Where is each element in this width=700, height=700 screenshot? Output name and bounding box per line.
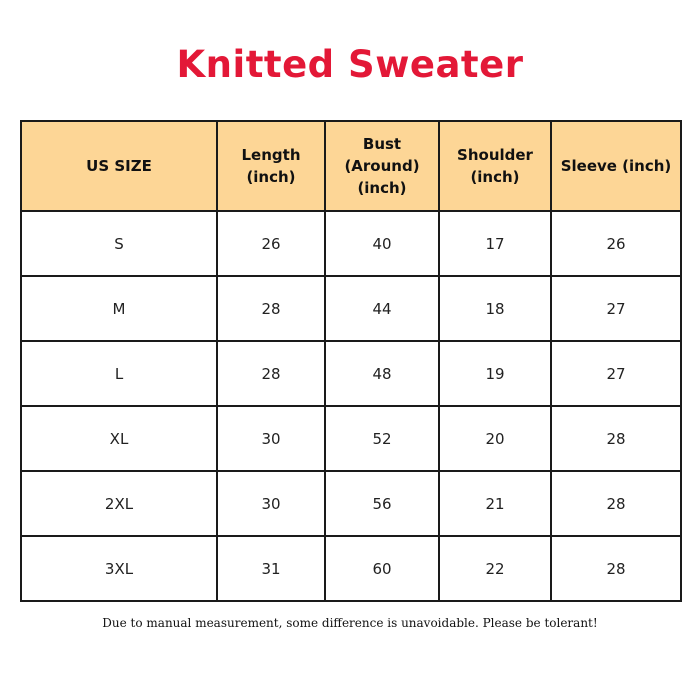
measurement-note: Due to manual measurement, some difference is unavoidable. Please be tolerant! <box>102 616 598 630</box>
cell-size: XL <box>21 406 217 471</box>
cell-shoulder: 22 <box>439 536 551 601</box>
cell-shoulder: 20 <box>439 406 551 471</box>
header-row <box>21 121 681 211</box>
cell-length: 31 <box>217 536 325 601</box>
header-label: US SIZE <box>86 157 152 175</box>
header-us-size <box>21 121 217 211</box>
table-body <box>21 211 681 601</box>
cell-length: 28 <box>217 341 325 406</box>
cell-sleeve: 28 <box>551 471 681 536</box>
table-row <box>21 471 681 536</box>
cell-sleeve: 27 <box>551 276 681 341</box>
cell-length: 26 <box>217 211 325 276</box>
cell-size: M <box>21 276 217 341</box>
cell-shoulder: 17 <box>439 211 551 276</box>
size-chart-table <box>20 120 682 602</box>
cell-bust: 48 <box>325 341 439 406</box>
header-bust <box>325 121 439 211</box>
table-row <box>21 536 681 601</box>
cell-length: 28 <box>217 276 325 341</box>
table-header <box>21 121 681 211</box>
cell-size: 3XL <box>21 536 217 601</box>
header-label: Sleeve (inch) <box>560 157 672 175</box>
cell-bust: 40 <box>325 211 439 276</box>
cell-sleeve: 28 <box>551 536 681 601</box>
cell-length: 30 <box>217 471 325 536</box>
cell-sleeve: 28 <box>551 406 681 471</box>
cell-sleeve: 27 <box>551 341 681 406</box>
cell-bust: 56 <box>325 471 439 536</box>
header-shoulder <box>439 121 551 211</box>
cell-size: 2XL <box>21 471 217 536</box>
table-row <box>21 406 681 471</box>
header-label: Shoulder (inch) <box>457 146 533 186</box>
page-title: Knitted Sweater <box>176 43 524 86</box>
cell-bust: 44 <box>325 276 439 341</box>
cell-size: S <box>21 211 217 276</box>
cell-shoulder: 19 <box>439 341 551 406</box>
cell-shoulder: 21 <box>439 471 551 536</box>
cell-size: L <box>21 341 217 406</box>
table-row <box>21 211 681 276</box>
cell-bust: 52 <box>325 406 439 471</box>
cell-shoulder: 18 <box>439 276 551 341</box>
header-label: Bust (Around) (inch) <box>344 135 420 197</box>
header-label: Length (inch) <box>241 146 301 186</box>
table-row <box>21 341 681 406</box>
table-row <box>21 276 681 341</box>
header-sleeve <box>551 121 681 211</box>
cell-length: 30 <box>217 406 325 471</box>
cell-sleeve: 26 <box>551 211 681 276</box>
header-length <box>217 121 325 211</box>
cell-bust: 60 <box>325 536 439 601</box>
